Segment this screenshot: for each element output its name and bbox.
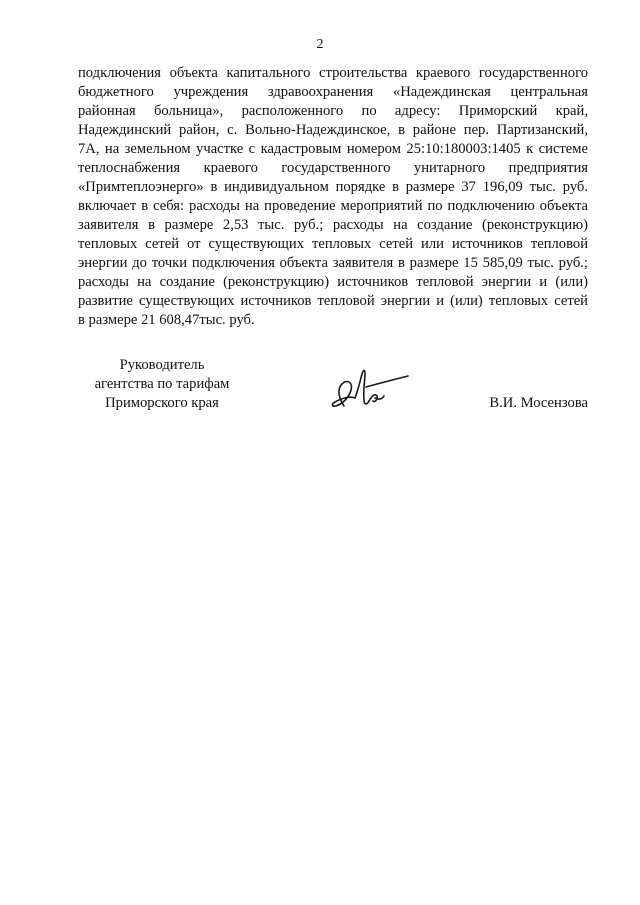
- body-line: бюджетного учреждения здравоохранения «Надеждинская центральная: [78, 84, 588, 100]
- body-line: «Примтеплоэнерго» в индивидуальном порядке в размере 37 196,09 тыс. руб.: [78, 179, 588, 195]
- body-line: теплоснабжения краевого государственного унитарного предприятия: [78, 160, 588, 176]
- page-number: 2: [316, 37, 324, 52]
- signer-title-line: Руководитель: [119, 357, 205, 373]
- signature-block: [0, 356, 640, 426]
- body-line: расходы на создание (реконструкцию) источников тепловой энергии и (или): [78, 274, 588, 290]
- body-line: энергии до точки подключения объекта заявителя в размере 15 585,09 тыс. руб.;: [78, 255, 588, 271]
- body-line: включает в себя: расходы на проведение мероприятий по подключению объекта: [78, 198, 588, 214]
- body-paragraph: [78, 64, 588, 330]
- body-line: заявителя в размере 2,53 тыс. руб.; расходы на создание (реконструкцию): [78, 217, 588, 233]
- body-line: развитие существующих источников тепловой энергии и (или) тепловых сетей: [78, 293, 588, 309]
- signature-icon: [322, 360, 414, 418]
- signer-title-line: Приморского края: [105, 395, 219, 411]
- signer-title-line: агентства по тарифам: [94, 376, 230, 392]
- body-line: тепловых сетей от существующих тепловых сетей или источников тепловой: [78, 236, 588, 252]
- signer-name: В.И. Мосензова: [489, 395, 588, 411]
- body-line: 7А, на земельном участке с кадастровым номером 25:10:180003:1405 к системе: [78, 141, 588, 157]
- body-line: в размере 21 608,47тыс. руб.: [78, 312, 255, 328]
- body-line: районная больница», расположенного по адресу: Приморский край,: [78, 103, 588, 119]
- body-line: Надеждинский район, с. Вольно-Надеждинское, в районе пер. Партизанский,: [78, 122, 588, 138]
- signer-title: [77, 356, 247, 413]
- body-line: подключения объекта капитального строительства краевого государственного: [78, 65, 588, 81]
